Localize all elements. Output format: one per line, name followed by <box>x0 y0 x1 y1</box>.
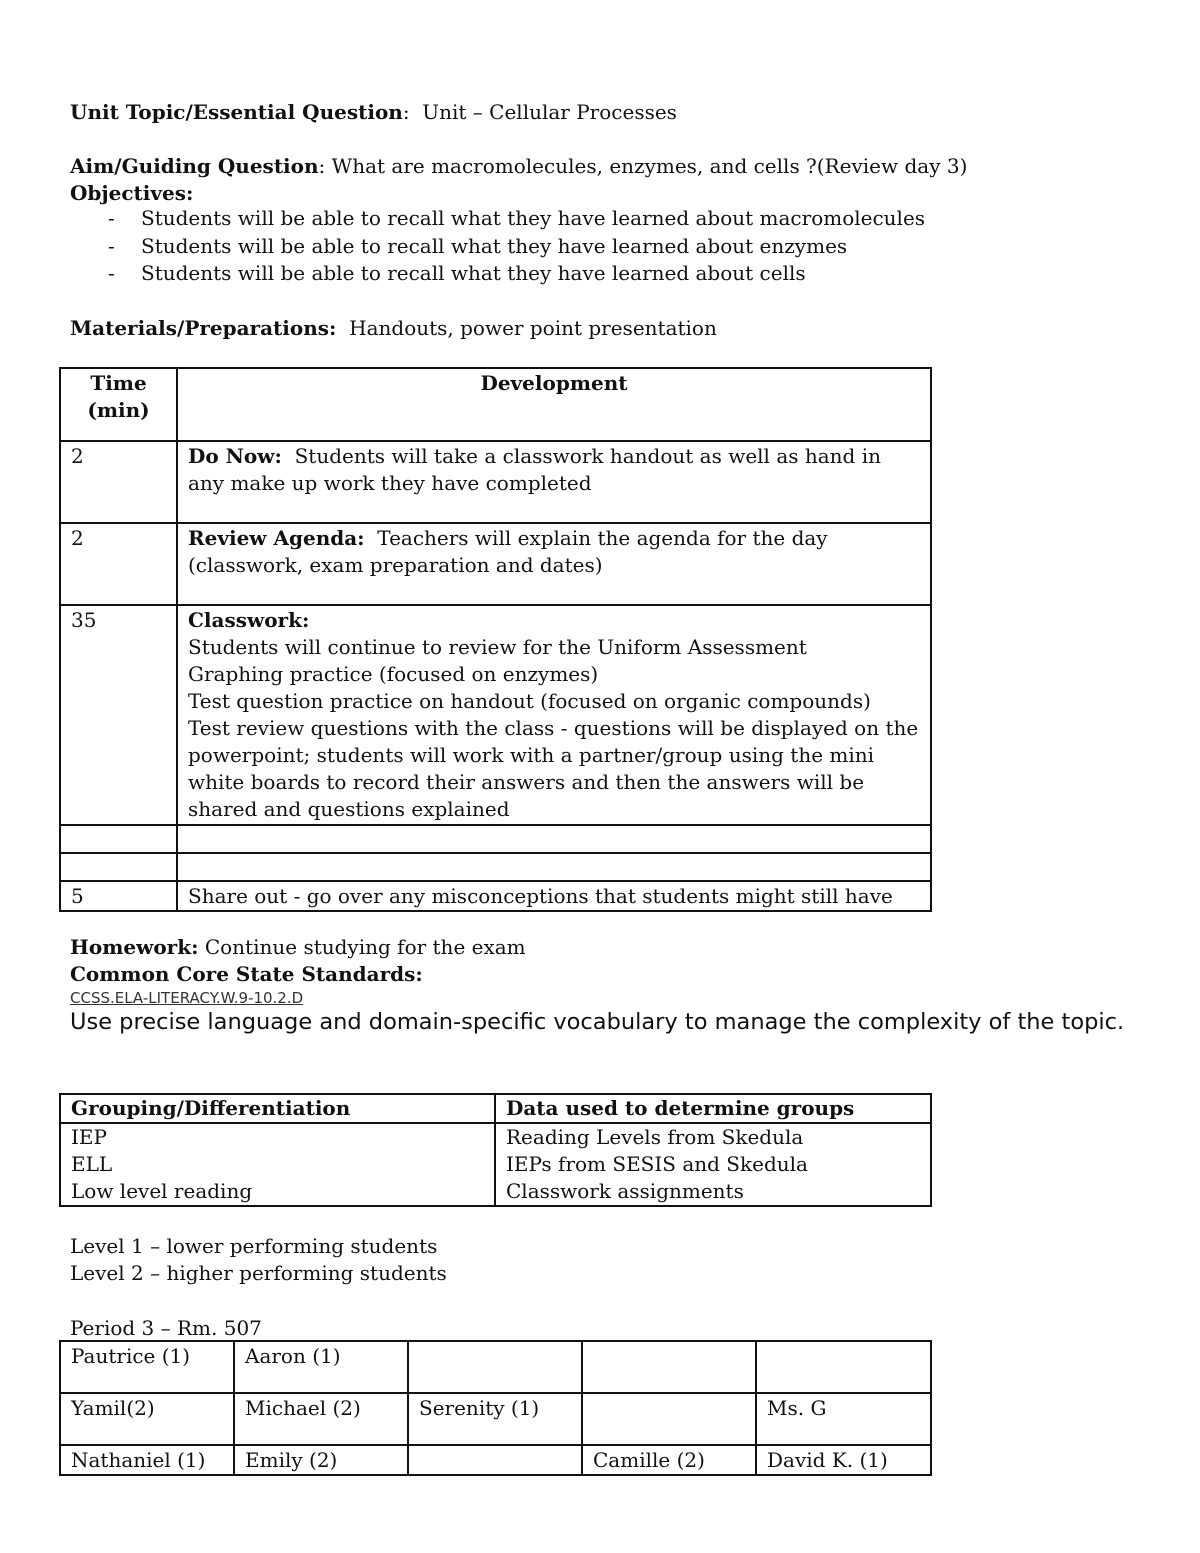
development-cell: Share out - go over any misconceptions that students might still have <box>177 881 931 911</box>
standard-description: Use precise language and domain-specific vocabulary to manage the complexity of the topic. <box>70 1009 1125 1035</box>
table-row <box>60 523 931 605</box>
empty-row <box>60 825 931 853</box>
table-row <box>60 605 931 825</box>
aim-line: Aim/Guiding Question: What are macromolecules, enzymes, and cells ?(Review day 3) <box>70 154 968 178</box>
aim-label: Aim/Guiding Question <box>70 154 319 178</box>
seat-row <box>60 1341 931 1393</box>
unit-topic-label: Unit Topic/Essential Question <box>70 100 403 124</box>
table-header-row <box>60 1094 931 1123</box>
lesson-plan-table <box>59 367 932 912</box>
grouping-cell: IEP ELL Low level reading <box>60 1123 495 1206</box>
homework-value: Continue studying for the exam <box>204 935 526 959</box>
seat-cell: Nathaniel (1) <box>60 1445 234 1475</box>
standards-label: Common Core State Standards: <box>70 962 423 986</box>
development-cell: Do Now: Students will take a classwork handout as well as hand in any make up work they have completed <box>177 441 931 523</box>
objectives-heading <box>70 180 193 207</box>
level-1-line: Level 1 – lower performing students <box>70 1234 438 1258</box>
development-cell: Review Agenda: Teachers will explain the agenda for the day (classwork, exam preparation and dates) <box>177 523 931 605</box>
seat-cell: Emily (2) <box>234 1445 408 1475</box>
unit-topic-value: Unit – Cellular Processes <box>422 100 677 124</box>
materials-value: Handouts, power point presentation <box>349 316 717 340</box>
seat-cell: Camille (2) <box>582 1445 756 1475</box>
materials-line <box>70 315 717 342</box>
materials-label: Materials/Preparations: <box>70 316 337 340</box>
seat-row <box>60 1445 931 1475</box>
seat-cell: Serenity (1) <box>408 1393 582 1445</box>
seat-cell: Michael (2) <box>234 1393 408 1445</box>
time-cell: 2 <box>60 441 177 523</box>
seating-table <box>59 1340 932 1476</box>
empty-row <box>60 853 931 881</box>
standards-heading <box>70 961 423 988</box>
seat-cell: Aaron (1) <box>234 1341 408 1393</box>
data-cell: Reading Levels from Skedula IEPs from SESIS and Skedula Classwork assignments <box>495 1123 931 1206</box>
data-header: Data used to determine groups <box>495 1094 931 1123</box>
homework-label: Homework: <box>70 935 199 959</box>
objective-text: Students will be able to recall what they have learned about enzymes <box>141 233 848 258</box>
objective-text: Students will be able to recall what they have learned about cells <box>141 261 806 285</box>
seat-cell <box>408 1445 582 1475</box>
seat-row <box>60 1393 931 1445</box>
time-cell: 5 <box>60 881 177 911</box>
table-row <box>60 1123 931 1206</box>
aim-value: What are macromolecules, enzymes, and cells ?(Review day 3) <box>331 154 968 178</box>
grouping-table <box>59 1093 932 1207</box>
seat-cell: Pautrice (1) <box>60 1341 234 1393</box>
grouping-header: Grouping/Differentiation <box>60 1094 495 1123</box>
seat-cell <box>408 1341 582 1393</box>
seat-cell <box>582 1341 756 1393</box>
objectives-label: Objectives: <box>70 181 194 205</box>
table-row <box>60 881 931 911</box>
seat-cell <box>756 1341 931 1393</box>
homework-line <box>70 934 526 961</box>
standard-code-link[interactable]: CCSS.ELA-LITERACY.W.9-10.2.D <box>70 989 304 1007</box>
unit-topic-line: Unit Topic/Essential Question: Unit – Cellular Processes <box>70 100 677 124</box>
development-header: Development <box>177 368 931 441</box>
table-header-row <box>60 368 931 441</box>
table-row <box>60 441 931 523</box>
seat-cell <box>582 1393 756 1445</box>
time-header: Time (min) <box>60 368 177 441</box>
time-cell: 2 <box>60 523 177 605</box>
seat-cell: Ms. G <box>756 1393 931 1445</box>
seat-cell: David K. (1) <box>756 1445 931 1475</box>
seating-title: Period 3 – Rm. 507 <box>70 1316 262 1340</box>
time-cell: 35 <box>60 605 177 825</box>
seat-cell: Yamil(2) <box>60 1393 234 1445</box>
objective-text: Students will be able to recall what they have learned about macromolecules <box>141 206 926 230</box>
level-2-line: Level 2 – higher performing students <box>70 1261 447 1285</box>
development-cell: Classwork: Students will continue to review for the Uniform Assessment Graphing practice (focused on enzymes) Test question practice on handout (focused on organic compounds) Test review questions with the class - questions will be displayed on the powerpoint; students will work with a partner/group using the mini white boards to record their answers and then the answers will be shared and questions explained <box>177 605 931 825</box>
